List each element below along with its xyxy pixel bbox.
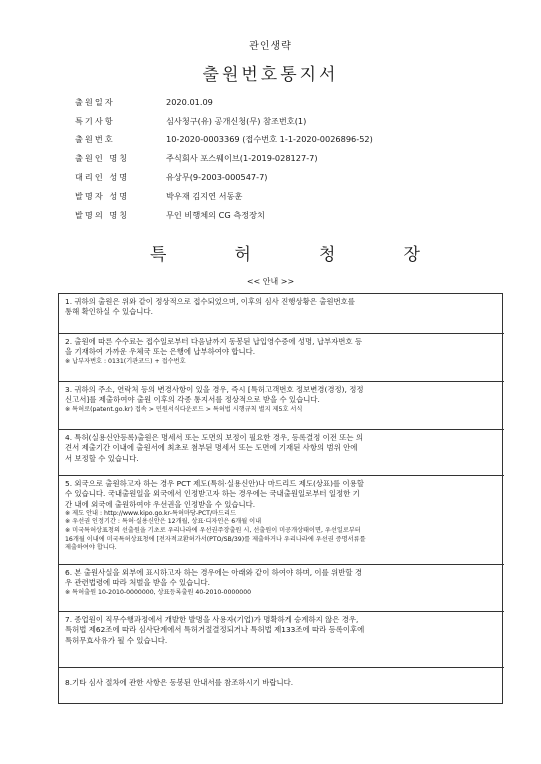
info-value: 심사청구(유) 공개신청(무) 참조번호(1) — [166, 115, 307, 126]
notice-line: 우 관련법령에 따라 처벌을 받을 수 있습니다. — [65, 578, 210, 588]
info-label: 발명의 명칭 — [75, 209, 130, 220]
issuer-title-char: 허 — [234, 245, 251, 265]
notice-note: ※ 미국특허상표청의 선출원을 기초로 우리나라에 우선권주장출원 시, 선출원이 미공개상태이면, 우선일로부터 — [65, 527, 361, 535]
issuer-title-char: 장 — [403, 245, 420, 265]
notice-line: 5. 외국으로 출원하고자 하는 경우 PCT 제도(특허·실용신안)나 마드리드 제도(상표)를 이용할 — [65, 479, 364, 488]
notice-line: 8.기타 심사 절차에 관한 사항은 동봉된 안내서를 참조하시기 바랍니다. — [65, 678, 294, 687]
issuer-title — [150, 240, 420, 265]
notice-note: ※ 우선권 인정기간 : 특허·실용신안은 12개월, 상표·디자인은 6개월 이내 — [65, 518, 262, 526]
notice-line: 수 있습니다. 국내출원일을 외국에서 인정받고자 하는 경우에는 국내출원일로부터 일정한 기 — [65, 489, 360, 499]
info-value: 10-2020-0003369 (접수번호 1-1-2020-0026896-52) — [166, 134, 373, 145]
application-info — [75, 93, 373, 225]
info-label: 출원번호 — [75, 134, 115, 145]
info-row-special-notes — [75, 112, 373, 131]
info-row-inventors — [75, 187, 373, 206]
info-value: 주식회사 포스웨이브(1-2019-028127-7) — [166, 153, 318, 164]
notice-item-5 — [59, 476, 504, 565]
notice-item-3 — [59, 382, 504, 430]
notice-item-6 — [59, 565, 504, 612]
guide-heading: << 안내 >> — [246, 277, 295, 286]
seal-omitted-label: 관인생략 — [249, 41, 292, 52]
notice-line: 신고서]를 제출하여야 출원 이후의 각종 통지서를 정상적으로 받을 수 있습니다. — [65, 395, 320, 405]
notice-note: ※ 특허출원 10-2010-0000000, 상표등록출원 40-2010-0000000 — [65, 588, 252, 596]
notice-line: 특허법 제62조에 따라 심사단계에서 특허거절결정되거나 특허법 제133조에 따라 등록이후에 — [65, 625, 365, 635]
info-label: 발명자 성명 — [75, 190, 130, 201]
notice-item-7 — [59, 612, 504, 668]
info-row-agent — [75, 168, 373, 187]
notice-line: 특허무효사유가 될 수 있습니다. — [65, 635, 168, 645]
notice-line: 을 기재하여 가까운 우체국 또는 은행에 납부하여야 합니다. — [65, 347, 256, 357]
notice-line: 간 내에 외국에 출원하여야 우선권을 인정받을 수 있습니다. — [65, 499, 256, 509]
info-label: 대리인 성명 — [75, 172, 130, 183]
info-value: 유상무(9-2003-000547-7) — [166, 172, 268, 183]
info-row-filing-date — [75, 93, 373, 112]
info-value: 박우재 김지연 서동훈 — [166, 190, 243, 201]
issuer-title-char: 특 — [150, 245, 167, 265]
info-row-application-number — [75, 131, 373, 150]
notice-item-2 — [59, 334, 504, 382]
info-label: 출원일자 — [75, 96, 115, 107]
notice-item-4 — [59, 430, 504, 476]
notice-note: ※ 납부자번호 : 0131(기관코드) + 접수번호 — [65, 357, 186, 365]
issuer-title-char: 청 — [319, 245, 336, 265]
notice-line: 1. 귀하의 출원은 위와 같이 정상적으로 접수되었으며, 이후의 심사 진행상황은 출원번호를 — [65, 297, 355, 306]
info-row-invention-title — [75, 206, 373, 225]
notice-note: ※ 특허로(patent.go.kr) 접속 > 민원서식다운로드 > 특허법 시행규칙 별지 제5호 서식 — [65, 405, 303, 413]
notice-note: ※ 제도 안내 : http://www.kipo.go.kr-특허마당-PCT/마드리드 — [65, 509, 236, 517]
info-value: 무인 비행체의 CG 측정장치 — [166, 209, 265, 220]
notice-note: 16개월 이내에 미국특허상표청에 [전자적교환허가서(PTO/SB/39)를 제출하거나 우리나라에 우선권 증명서류를 — [65, 535, 366, 543]
notice-line: 4. 특허(실용신안등록)출원은 명세서 또는 도면의 보정이 필요한 경우, 등록결정 이전 또는 의 — [65, 433, 364, 442]
info-label: 출원인 명칭 — [75, 153, 130, 164]
notice-item-8 — [59, 668, 504, 703]
notice-line: 2. 출원에 따른 수수료는 접수일로부터 다음날까지 동봉된 납입영수증에 성명, 납부자번호 등 — [65, 337, 363, 346]
notice-item-1 — [59, 294, 504, 334]
notice-line: 통해 확인하실 수 있습니다. — [65, 307, 153, 317]
info-label: 특기사항 — [75, 115, 115, 126]
notice-line: 6. 본 출원사실을 외부에 표시하고자 하는 경우에는 아래와 같이 하여야 하며, 이를 위반할 경 — [65, 568, 362, 577]
notice-line: 서 보정할 수 있습니다. — [65, 453, 139, 463]
notice-note: 제출하여야 합니다. — [65, 544, 117, 552]
info-value: 2020.01.09 — [166, 97, 213, 108]
page-title: 출원번호통지서 — [202, 65, 339, 85]
notice-line: 3. 귀하의 주소, 연락처 등의 변경사항이 있을 경우, 즉시 [특허고객번호 정보변경(경정), 정정 — [65, 385, 364, 394]
notice-line: 7. 종업원이 직무수행과정에서 개발한 발명을 사용자(기업)가 명확하게 승계하지 않은 경우, — [65, 615, 359, 624]
notice-box — [58, 293, 503, 704]
info-row-applicant — [75, 149, 373, 168]
notice-line: 견서 제출기간 이내에 출원서에 최초로 첨부된 명세서 또는 도면에 기재된 사항의 범위 안에 — [65, 443, 358, 453]
